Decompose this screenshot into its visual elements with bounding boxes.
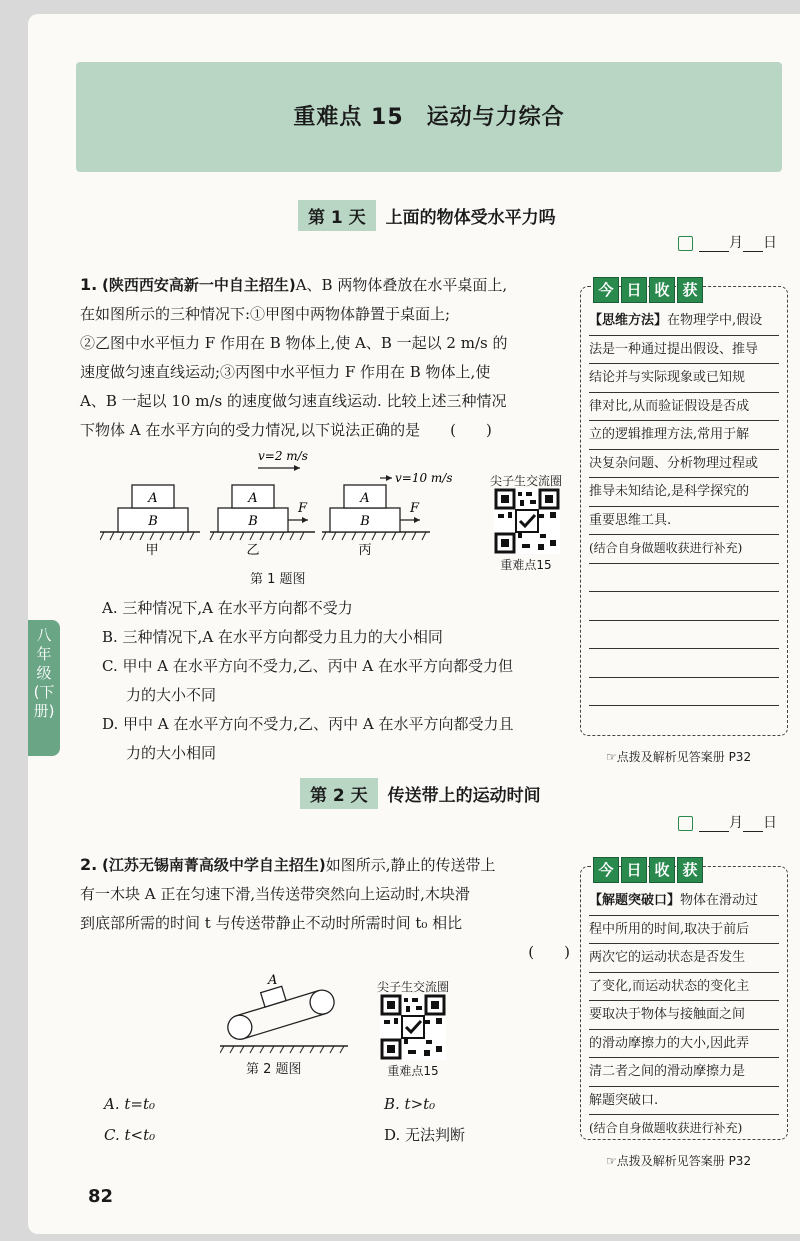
question-text: 到底部所需的时间 t 与传送带静止不动时所需时间 t₀ 相比 <box>80 914 463 932</box>
sidebar-line: 解题突破口. <box>589 1087 779 1116</box>
page-number: 82 <box>88 1186 114 1207</box>
chapter-title: 重难点 15 运动与力综合 <box>293 105 565 130</box>
today-gains-box-2 <box>580 861 788 1140</box>
day-label: 日 <box>763 815 777 831</box>
blank-line[interactable] <box>589 592 779 621</box>
day2-heading <box>300 778 541 809</box>
month-label: 月 <box>729 815 743 831</box>
day2-tag: 第 2 天 <box>300 778 378 809</box>
question-text: 有一木块 A 正在匀速下滑,当传送带突然向上运动时,木块滑 <box>80 885 470 903</box>
heading-char: 收 <box>649 277 675 303</box>
question-1 <box>80 270 570 445</box>
heading-char: 日 <box>621 857 647 883</box>
day-blank[interactable] <box>743 817 763 832</box>
choice-d[interactable]: D. 无法判断 <box>384 1126 466 1144</box>
choice-c-cont: 力的大小不同 <box>126 686 217 704</box>
figure-1-caption: 第 1 题图 <box>250 572 306 587</box>
qr-2-top-label: 尖子生交流圈 <box>376 980 449 994</box>
figure-1-bing <box>322 471 453 558</box>
sidebar-supplement: (结合自身做题收获进行补充) <box>589 1121 743 1135</box>
sidebar-label: 【解题突破口】 <box>589 893 681 908</box>
month-label: 月 <box>729 235 743 251</box>
heading-char: 今 <box>593 277 619 303</box>
heading-char: 今 <box>593 857 619 883</box>
block-a-label: A <box>148 491 158 506</box>
fig-label-bing: 丙 <box>358 543 372 558</box>
sidebar-line: 法是一种通过提出假设、推导 <box>589 336 779 365</box>
sidebar-line: 的滑动摩擦力的大小,因此弄 <box>589 1030 779 1059</box>
day-label: 日 <box>763 235 777 251</box>
sidebar-line: 律对比,从而验证假设是否成 <box>589 393 779 422</box>
heading-char: 获 <box>677 277 703 303</box>
figure-2-caption: 第 2 题图 <box>246 1062 302 1077</box>
day1-heading <box>298 200 556 231</box>
qr-code-1[interactable] <box>494 488 560 554</box>
choice-a[interactable]: A. 三种情况下,A 在水平方向都不受力 <box>102 599 353 617</box>
qr-2-bottom-label: 重难点15 <box>387 1064 439 1078</box>
fig-label-yi: 乙 <box>246 543 260 558</box>
sidebar-line: 推导未知结论,是科学探究的 <box>589 478 779 507</box>
sidebar-line: 【思维方法】在物理学中,假设 <box>589 307 779 336</box>
question-number: 1. <box>80 275 98 294</box>
month-blank[interactable] <box>699 817 729 832</box>
choice-b[interactable]: B. 三种情况下,A 在水平方向都受力且力的大小相同 <box>102 628 443 646</box>
question-text: 在如图所示的三种情况下:①甲图中两物体静置于桌面上; <box>80 305 451 323</box>
sidebar-line: 【解题突破口】物体在滑动过 <box>589 887 779 916</box>
choice-c[interactable]: C. 甲中 A 在水平方向不受力,乙、丙中 A 在水平方向都受力但 <box>102 657 513 675</box>
grade-tab-char: (下 <box>33 683 55 701</box>
sidebar-line: 决复杂问题、分析物理过程或 <box>589 450 779 479</box>
question-2 <box>80 850 570 967</box>
fig-label-jia: 甲 <box>145 543 159 558</box>
day1-tag: 第 1 天 <box>298 200 376 231</box>
q2-choices <box>104 1090 564 1150</box>
sidebar-line: 重要思维工具. <box>589 507 779 536</box>
choice-a[interactable]: A. t=t₀ <box>104 1095 156 1113</box>
blank-line[interactable] <box>589 621 779 650</box>
question-number: 2. <box>80 855 98 874</box>
question-source: (江苏无锡南菁高级中学自主招生) <box>102 856 326 874</box>
calendar-check-icon <box>678 816 693 831</box>
question-text: 速度做匀速直线运动;③丙图中水平恒力 F 作用在 B 物体上,使 <box>80 363 491 381</box>
sidebar-line: 了变化,而运动状态的变化主 <box>589 973 779 1002</box>
velocity-label-2: v=10 m/s <box>395 471 453 485</box>
force-label: F <box>410 501 420 516</box>
question-text: 如图所示,静止的传送带上 <box>325 856 496 874</box>
grade-tab-char: 年 <box>36 645 52 663</box>
sidebar-text <box>581 287 787 706</box>
heading-char: 获 <box>677 857 703 883</box>
block-b-label: B <box>248 514 258 529</box>
sidebar-supplement: (结合自身做题收获进行补充) <box>589 535 779 564</box>
question-1-line <box>80 270 570 300</box>
grade-tab-char: 册) <box>33 702 55 720</box>
figure-1-jia <box>100 485 200 558</box>
sidebar-line: 两次它的运动状态是否发生 <box>589 944 779 973</box>
day1-date-field[interactable] <box>678 232 777 252</box>
question-text: ②乙图中水平恒力 F 作用在 B 物体上,使 A、B 一起以 2 m/s 的 <box>80 334 508 352</box>
blank-line[interactable] <box>589 649 779 678</box>
month-blank[interactable] <box>699 237 729 252</box>
answer-hint-2: ☞点拨及解析见答案册 P32 <box>606 1154 752 1168</box>
today-gains-box-1 <box>580 281 788 736</box>
today-gains-heading <box>593 277 703 303</box>
calendar-check-icon <box>678 236 693 251</box>
sidebar-line: 结论并与实际现象或已知规 <box>589 364 779 393</box>
heading-char: 收 <box>649 857 675 883</box>
choice-b[interactable]: B. t>t₀ <box>384 1095 436 1113</box>
blank-line[interactable] <box>589 564 779 593</box>
today-gains-heading <box>593 857 703 883</box>
force-label: F <box>298 501 308 516</box>
grade-tab-char: 级 <box>36 664 52 682</box>
question-2-line <box>80 850 570 880</box>
blank-line[interactable] <box>589 678 779 707</box>
chapter-banner <box>76 62 782 172</box>
answer-bracket[interactable]: ( ) <box>528 943 570 961</box>
sidebar-line: 立的逻辑推理方法,常用于解 <box>589 421 779 450</box>
question-text: 下物体 A 在水平方向的受力情况,以下说法正确的是 ( ) <box>80 421 492 439</box>
block-a-label: A <box>360 491 370 506</box>
choice-c[interactable]: C. t<t₀ <box>104 1126 156 1144</box>
day1-title: 上面的物体受水平力吗 <box>385 208 556 228</box>
choice-d-cont: 力的大小相同 <box>126 744 217 762</box>
answer-hint-1: ☞点拨及解析见答案册 P32 <box>606 750 752 764</box>
sidebar-line: 要取决于物体与接触面之间 <box>589 1001 779 1030</box>
block-a-label: A <box>248 491 258 506</box>
velocity-label-1: v=2 m/s <box>258 450 308 463</box>
conveyor-belt <box>220 973 337 1042</box>
figure-1-yi <box>210 450 315 558</box>
sidebar-line: 程中所用的时间,取决于前后 <box>589 916 779 945</box>
sidebar-line: 清二者之间的滑动摩擦力是 <box>589 1058 779 1087</box>
qr-1-top-label: 尖子生交流圈 <box>489 474 562 488</box>
question-source: (陕西西安高新一中自主招生) <box>102 276 296 294</box>
figure-1 <box>100 450 480 560</box>
day2-date-field[interactable] <box>678 812 777 832</box>
sidebar-text <box>581 867 787 1143</box>
qr-1-bottom-label: 重难点15 <box>500 558 552 572</box>
q1-choices <box>102 594 572 768</box>
heading-char: 日 <box>621 277 647 303</box>
day-blank[interactable] <box>743 237 763 252</box>
q2-choice-row <box>104 1090 564 1119</box>
block-a-label: A <box>268 973 278 988</box>
figure-2 <box>220 970 350 1060</box>
question-text: A、B 两物体叠放在水平桌面上, <box>295 276 508 294</box>
choice-d[interactable]: D. 甲中 A 在水平方向不受力,乙、丙中 A 在水平方向都受力且 <box>102 715 514 733</box>
grade-tab <box>28 620 60 756</box>
block-b-label: B <box>360 514 370 529</box>
qr-code-2[interactable] <box>380 994 446 1060</box>
day2-title: 传送带上的运动时间 <box>387 786 541 806</box>
block-b-label: B <box>148 514 158 529</box>
question-text: A、B 一起以 10 m/s 的速度做匀速直线运动. 比较上述三种情况 <box>80 392 507 410</box>
q2-choice-row <box>104 1121 564 1150</box>
grade-tab-char: 八 <box>36 626 52 644</box>
qr-code-icon <box>494 488 560 554</box>
sidebar-label: 【思维方法】 <box>589 313 668 328</box>
qr-code-icon <box>380 994 446 1060</box>
